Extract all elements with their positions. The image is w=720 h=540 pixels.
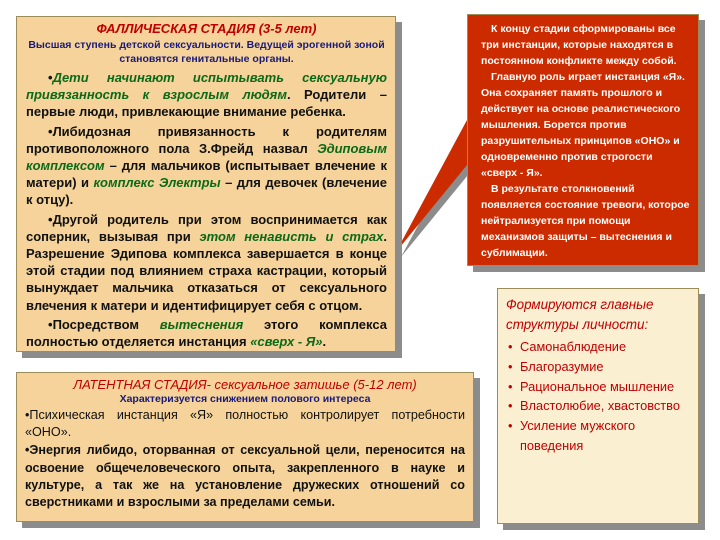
- structure-item: [506, 416, 692, 456]
- structure-item: [506, 377, 692, 397]
- structure-item-label: Самонаблюдение: [520, 339, 627, 354]
- latent-stage-box: [16, 372, 474, 522]
- phallic-paragraph-2: •Либидозная привязанность к родителям противоположного пола З.Фрейд назвал Эдиповым комплексом – для мальчиков (испытывает влечение к матери) и комплекс Электры – для девочек (влечение к отцу).: [26, 123, 388, 208]
- latent-text: Психическая инстанция «Я» полностью контролирует потребности «ОНО».: [25, 408, 465, 440]
- personality-structures-box: [497, 288, 699, 524]
- phallic-emphasis-hatred: этом ненависть и страх: [199, 228, 384, 244]
- latent-paragraph-1: •Психическая инстанция «Я» полностью контролирует потребности «ОНО».: [25, 408, 465, 440]
- structures-title: Формируются главные структуры личности:: [506, 297, 654, 332]
- callout-paragraph-1: К концу стадии сформированы все три инстанции, которые находятся в постоянном конфликте между собой.: [481, 23, 677, 67]
- phallic-emphasis-repression: вытеснения: [159, 316, 244, 332]
- phallic-text: Либидозная привязанность к родителям противоположного пола З.Фрейд назвал: [26, 123, 387, 156]
- structure-item-label: Усиление мужского поведения: [520, 418, 636, 453]
- callout-paragraph-3: В результате столкновений появляется состояние тревоги, которое нейтрализуется при помощи механизмов защиты – вытеснения и сублимации.: [481, 183, 690, 259]
- bullet-icon: •: [508, 398, 513, 414]
- phallic-emphasis-oedipus: Эдиповым комплексом: [26, 140, 387, 174]
- structure-item-label: Властолюбие, хвастовство: [520, 398, 680, 414]
- phallic-text: – для девочек (влечение к отцу).: [26, 175, 388, 208]
- structure-item: [506, 337, 692, 357]
- phallic-text: – для мальчиков (испытывает влечение к матери) и: [26, 158, 387, 191]
- phallic-text: .: [322, 334, 327, 350]
- latent-stage-title: ЛАТЕНТНАЯ СТАДИЯ- сексуальное затишье (5-12 лет): [73, 377, 417, 392]
- phallic-text: . Разрешение Эдипова комплекса завершается в конце этой стадии под влиянием страха кастрации, который вынуждает мальчика отказаться от сексуального влечения к матери и идентифицирует себя с отцом.: [26, 228, 387, 313]
- phallic-text: Посредством: [52, 316, 160, 332]
- phallic-paragraph-3: •Другой родитель при этом воспринимается как соперник, вызывая при этом ненависть и страх. Разрешение Эдипова комплекса завершается в конце этой стадии под влиянием страха кастрации, который вынуждает мальчика отказаться от сексуального влечения к матери и идентифицирует себя с отцом.: [26, 211, 387, 313]
- phallic-emphasis-attachment: Дети начинают испытывать сексуальную привязанность к взрослым людям: [26, 70, 387, 103]
- latent-stage-subtitle: Характеризуется снижением полового интереса: [119, 393, 371, 405]
- phallic-text: этого комплекса полностью отделяется инстанция: [26, 316, 387, 350]
- phallic-paragraph-4: •Посредством вытеснения этого комплекса полностью отделяется инстанция «сверх - Я».: [26, 316, 387, 350]
- latent-paragraph-2: •Энергия либидо, оторванная от сексуальной цели, переносится на освоение общечеловеческого опыта, закрепленного в науке и культуре, а так же на установление дружеских отношений со сверстниками и взрослыми за пределами семьи.: [25, 443, 465, 510]
- phallic-emphasis-superego: «сверх - Я»: [250, 334, 323, 350]
- callout-paragraph-2: Главную роль играет инстанция «Я». Она сохраняет память прошлого и действует на основе реалистического мышления. Борется против разрушительных принципов «ОНО» и одновременно против строгости «сверх - Я».: [481, 71, 685, 179]
- bullet-icon: •: [508, 358, 513, 374]
- bullet-icon: •: [508, 378, 513, 394]
- structure-item-label: Благоразумие: [520, 358, 604, 374]
- bullet-icon: •: [508, 339, 513, 354]
- phallic-emphasis-electra: комплекс Электры: [93, 175, 221, 191]
- phallic-stage-title: ФАЛЛИЧЕСКАЯ СТАДИЯ (3-5 лет): [96, 21, 317, 36]
- phallic-text: Другой родитель при этом воспринимается как соперник, вызывая при: [26, 211, 387, 244]
- structure-item: [506, 357, 692, 377]
- phallic-stage-box: [16, 16, 396, 352]
- bullet-icon: •: [508, 418, 513, 434]
- conflict-callout: [467, 14, 699, 266]
- phallic-stage-subtitle: Высшая ступень детской сексуальности. Ведущей эрогенной зоной становятся генитальные органы.: [28, 39, 385, 65]
- structure-item-label: Рациональное мышление: [520, 378, 675, 394]
- phallic-paragraph-1: •Дети начинают испытывать сексуальную привязанность к взрослым людям. Родители – первые люди, привлекающие внимание ребенка.: [26, 70, 387, 120]
- latent-text: Энергия либидо, оторванная от сексуальной цели, переносится на освоение общечеловеческого опыта, закрепленного в науке и культуре, а так же на установление дружеских отношений со сверстниками и взрослыми за пределами семьи.: [25, 443, 465, 510]
- phallic-text: . Родители – первые люди, привлекающие внимание ребенка.: [26, 87, 387, 120]
- structure-item: [506, 396, 692, 416]
